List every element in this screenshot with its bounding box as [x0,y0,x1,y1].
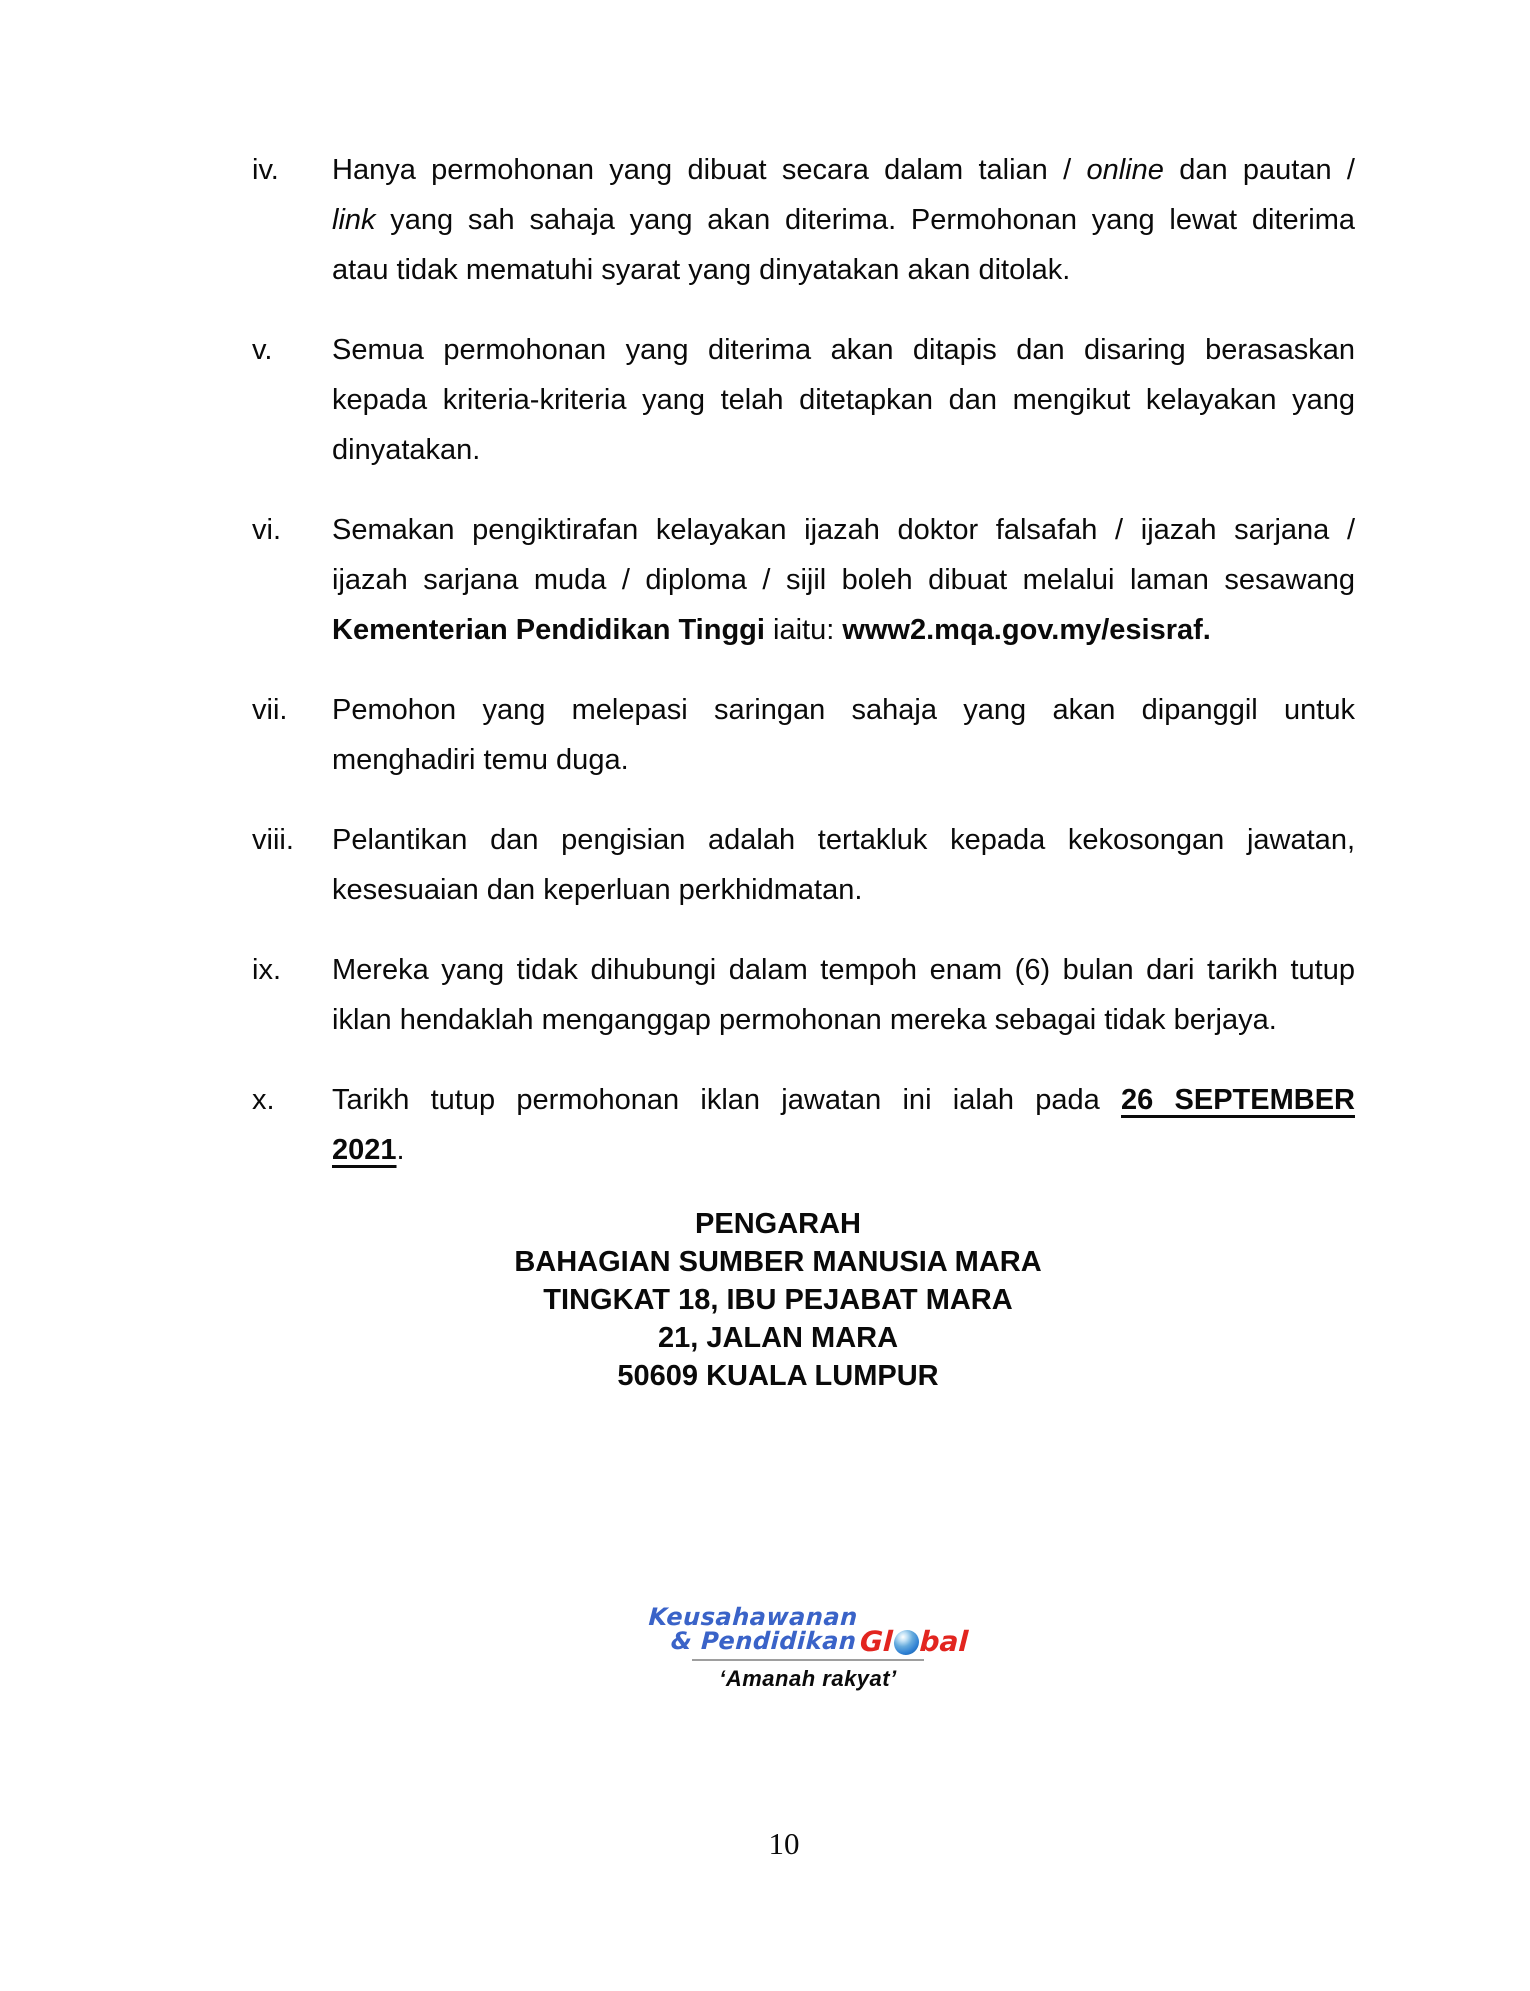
text-line [332,425,1355,475]
list-item [252,945,1530,1045]
logo-global-suffix: bal [918,1625,969,1658]
logo-text-line2: & Pendidikan [670,1627,858,1655]
text-line [332,605,1355,655]
text-segment: kepada kriteria-kriteria yang telah ditetapkan dan mengikut kelayakan yang [332,384,1355,416]
text-segment: yang sah sahaja yang akan diterima. Permohonan yang lewat diterima [375,204,1355,236]
text-line [332,685,1355,735]
text-line [332,865,1355,915]
address-line: 50609 KUALA LUMPUR [617,1360,939,1392]
logo-tagline: ‘Amanah rakyat’ [719,1666,897,1691]
address-line: 21, JALAN MARA [657,1322,899,1354]
item-text [332,815,1355,915]
list-item [252,145,1530,295]
list-item [252,505,1530,655]
logo-text [647,1605,859,1653]
text-line [332,815,1355,865]
text-line [332,945,1355,995]
text-line [332,995,1355,1045]
text-segment: Semakan pengiktirafan kelayakan ijazah doktor falsafah / ijazah sarjana / [332,514,1355,546]
text-line [332,375,1355,425]
text-segment: Pelantikan dan pengisian adalah tertakluk kepada kekosongan jawatan, [332,824,1355,856]
text-segment: ijazah sarjana muda / diploma / sijil boleh dibuat melalui laman sesawang [332,564,1355,596]
address-line: TINGKAT 18, IBU PEJABAT MARA [543,1284,1013,1316]
text-segment: . [396,1134,405,1166]
text-segment: atau tidak mematuhi syarat yang dinyatakan akan ditolak. [332,254,1071,286]
logo-wrap [0,1605,1530,1692]
address-block [252,1205,1304,1395]
address-line: PENGARAH [695,1208,861,1240]
page-number: 10 [768,1826,800,1861]
item-text [332,685,1355,785]
item-text [332,945,1355,1045]
text-segment: online [1086,154,1164,186]
item-text [332,145,1355,295]
text-segment: Pemohon yang melepasi saringan sahaja yang akan dipanggil untuk [332,694,1355,726]
item-text [332,325,1355,475]
text-segment: Hanya permohonan yang dibuat secara dalam talian / [332,154,1087,186]
text-segment: kesesuaian dan keperluan perkhidmatan. [332,874,863,906]
text-line [332,555,1355,605]
item-numeral: v. [252,334,273,366]
text-line [332,195,1355,245]
logo-text-line1: Keusahawanan [648,1603,859,1631]
text-segment: 26 SEPTEMBER [1121,1084,1355,1116]
list-item [252,1075,1530,1175]
notes-list [0,145,1530,1175]
text-line [332,325,1355,375]
list-item [252,815,1530,915]
org-logo [648,1605,967,1692]
logo-divider [692,1659,924,1661]
address-line: BAHAGIAN SUMBER MANUSIA MARA [514,1246,1042,1278]
text-segment: iaitu: [764,614,843,646]
text-segment: Mereka yang tidak dihubungi dalam tempoh enam (6) bulan dari tarikh tutup [332,954,1355,986]
list-item [252,685,1530,785]
item-numeral: viii. [252,824,294,856]
list-item [252,325,1530,475]
item-numeral: vi. [252,514,281,546]
text-segment: link [332,204,376,236]
text-line [332,1075,1355,1125]
text-segment: 2021 [332,1134,397,1166]
text-line [332,245,1355,295]
text-line [332,1125,1355,1175]
item-numeral: iv. [252,154,279,186]
text-line [332,505,1355,555]
item-numeral: vii. [252,694,288,726]
text-segment: dinyatakan. [332,434,481,466]
item-text [332,1075,1355,1175]
logo-global-prefix: Gl [858,1625,893,1658]
globe-icon [892,1630,918,1655]
text-segment: menghadiri temu duga. [332,744,629,776]
item-numeral: x. [252,1084,275,1116]
text-segment: Tarikh tutup permohonan iklan jawatan ini ialah pada [332,1084,1122,1116]
text-line [332,145,1355,195]
text-segment: dan pautan / [1163,154,1355,186]
logo-global-word [858,1625,969,1658]
text-segment: Semua permohonan yang diterima akan ditapis dan disaring berasaskan [332,334,1355,366]
text-segment: iklan hendaklah menganggap permohonan mereka sebagai tidak berjaya. [332,1004,1277,1036]
item-text [332,505,1355,655]
text-segment: Kementerian Pendidikan Tinggi [332,614,765,646]
text-segment: www2.mqa.gov.my/esisraf. [842,614,1211,646]
text-line [332,735,1355,785]
item-numeral: ix. [252,954,281,986]
logo-row [648,1603,969,1658]
